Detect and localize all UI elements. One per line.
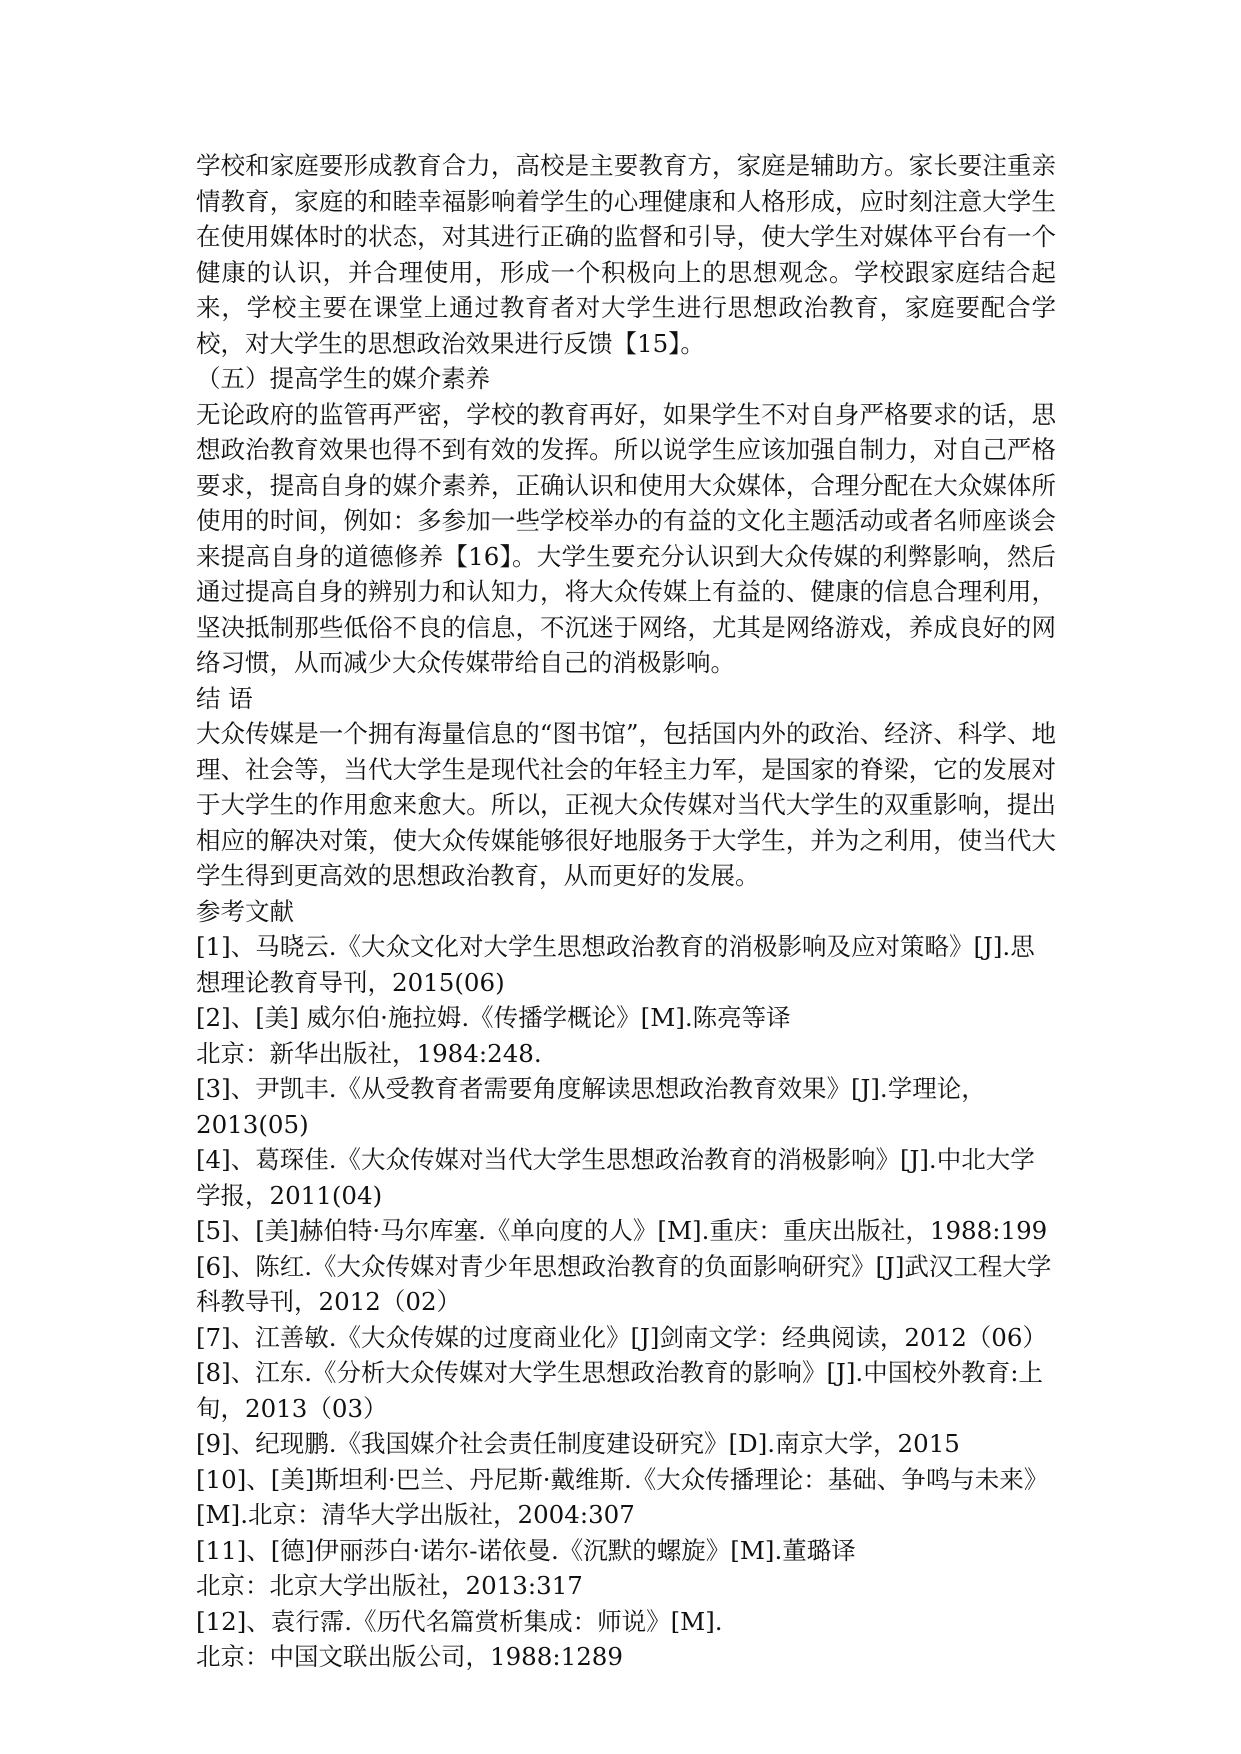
- paragraph-conclusion: 大众传媒是一个拥有海量信息的“图书馆”，包括国内外的政治、经济、科学、地理、社会等，当代大学生是现代社会的年轻主力军，是国家的脊梁，它的发展对于大学生的作用愈来愈大。所以，正视大众传媒对当代大学生的双重影响，提出相应的解决对策，使大众传媒能够很好地服务于大学生，并为之利用，使当代大学生得到更高效的思想政治教育，从而更好的发展。: [196, 719, 1056, 890]
- reference-item: 北京：新华出版社，1984:248.: [196, 1038, 542, 1068]
- reference-item: [11]、[德]伊丽莎白·诺尔-诺依曼.《沉默的螺旋》[M].董璐译: [196, 1535, 856, 1565]
- reference-item: [7]、江善敏.《大众传媒的过度商业化》[J]剑南文学：经典阅读，2012（06）: [196, 1322, 1047, 1352]
- reference-item: [4]、葛琛佳.《大众传媒对当代大学生思想政治教育的消极影响》[J].中北大学学报，2011(04): [196, 1145, 1035, 1210]
- paragraph-family-school: 学校和家庭要形成教育合力，高校是主要教育方，家庭是辅助方。家长要注重亲情教育，家庭的和睦幸福影响着学生的心理健康和人格形成，应时刻注意大学生在使用媒体时的状态，对其进行正确的监督和引导，使大学生对媒体平台有一个健康的认识，并合理使用，形成一个积极向上的思想观念。学校跟家庭结合起来，学校主要在课堂上通过教育者对大学生进行思想政治教育，家庭要配合学校，对大学生的思想政治效果进行反馈【15】。: [196, 151, 1056, 358]
- conclusion-heading: 结 语: [196, 683, 253, 713]
- reference-item: [6]、陈红.《大众传媒对青少年思想政治教育的负面影响研究》[J]武汉工程大学科教导刊，2012（02）: [196, 1251, 1052, 1316]
- reference-item: [9]、纪现鹏.《我国媒介社会责任制度建设研究》[D].南京大学，2015: [196, 1429, 960, 1458]
- reference-item: [1]、马晓云.《大众文化对大学生思想政治教育的消极影响及应对策略》[J].思想理论教育导刊，2015(06): [196, 932, 1035, 997]
- section-heading-media-literacy: （五）提高学生的媒介素养: [196, 364, 490, 393]
- document-page: [196, 148, 1056, 1675]
- references-heading: 参考文献: [196, 896, 294, 926]
- reference-item: [12]、袁行霈.《历代名篇赏析集成：师说》[M].: [196, 1606, 723, 1636]
- reference-item: [3]、尹凯丰.《从受教育者需要角度解读思想政治教育效果》[J].学理论，2013(05): [196, 1074, 986, 1139]
- reference-item: 北京：中国文联出版公司，1988:1289: [196, 1642, 623, 1671]
- reference-item: [8]、江东.《分析大众传媒对大学生思想政治教育的影响》[J].中国校外教育:上旬，2013（03）: [196, 1358, 1043, 1423]
- reference-item: 北京：北京大学出版社，2013:317: [196, 1571, 583, 1600]
- reference-item: [5]、[美]赫伯特·马尔库塞.《单向度的人》[M].重庆：重庆出版社，1988:199: [196, 1216, 1048, 1245]
- reference-list: [196, 929, 1056, 1675]
- reference-item: [2]、[美] 威尔伯·施拉姆.《传播学概论》[M].陈亮等译: [196, 1003, 791, 1032]
- reference-item: [10]、[美]斯坦利·巴兰、丹尼斯·戴维斯.《大众传播理论：基础、争鸣与未来》[M].北京：清华大学出版社，2004:307: [196, 1464, 1049, 1529]
- paragraph-media-literacy: 无论政府的监管再严密，学校的教育再好，如果学生不对自身严格要求的话，思想政治教育效果也得不到有效的发挥。所以说学生应该加强自制力，对自己严格要求，提高自身的媒介素养，正确认识和使用大众媒体，合理分配在大众媒体所使用的时间，例如：多参加一些学校举办的有益的文化主题活动或者名师座谈会来提高自身的道德修养【16】。大学生要充分认识到大众传媒的利弊影响，然后通过提高自身的辨别力和认知力，将大众传媒上有益的、健康的信息合理利用，坚决抵制那些低俗不良的信息，不沉迷于网络，尤其是网络游戏，养成良好的网络习惯，从而减少大众传媒带给自己的消极影响。: [196, 399, 1056, 677]
